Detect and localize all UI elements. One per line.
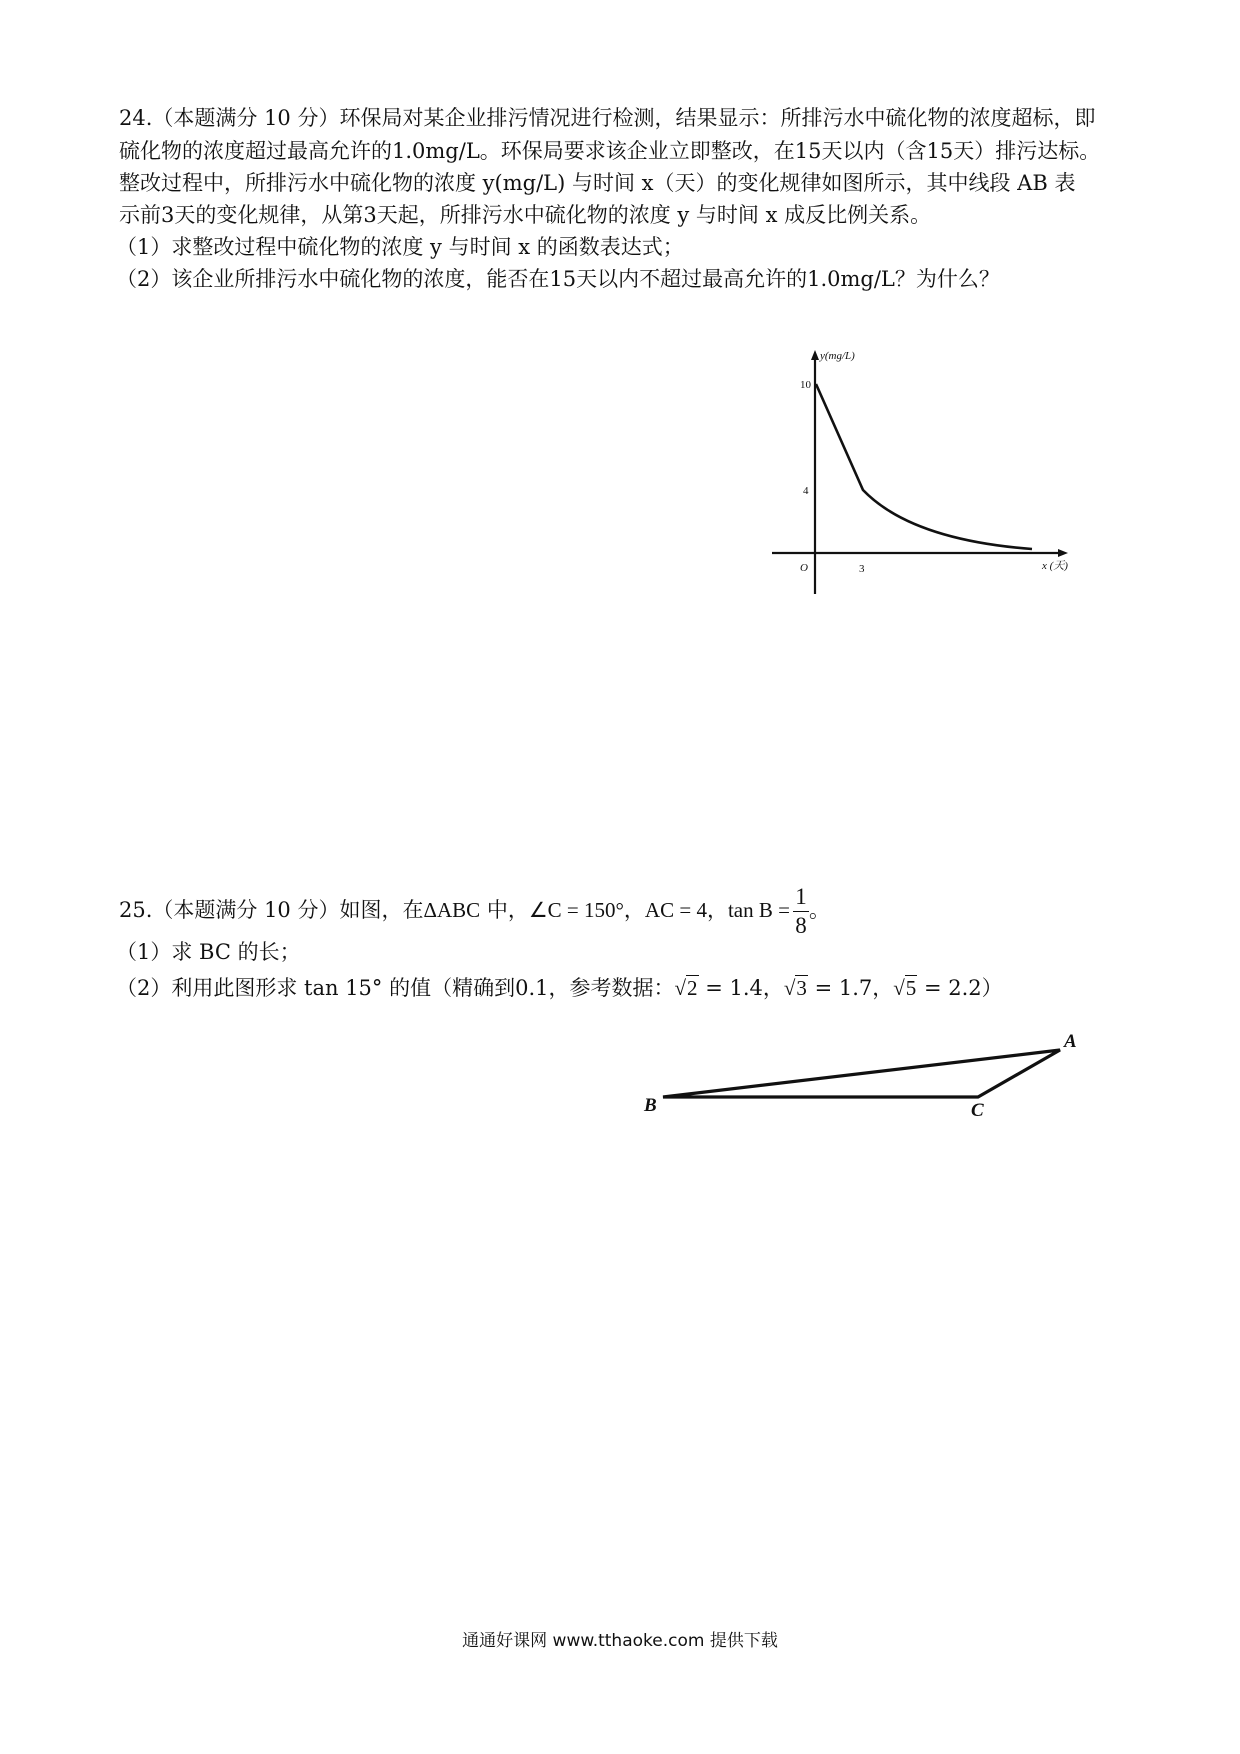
footer-source: 通通好课网 www.tthaoke.com 提供下载 [462,1631,778,1651]
x-tick-3: 3 [859,563,865,575]
sqrt-5-value: = 2.2） [917,976,1003,1000]
sqrt-2: √2 [674,976,698,1000]
label-a: A [1064,1031,1077,1052]
origin-label: O [800,562,808,574]
label-b: B [644,1095,657,1116]
q25-part-2-text: （2）利用此图形求 tan 15° 的值（精确到0.1，参考数据： [116,976,675,1000]
q24-graph [770,346,1080,600]
sqrt-3: √3 [783,976,807,1000]
q25-ac: AC = 4 [644,898,707,922]
x-axis-label: x (天) [1042,560,1068,572]
label-c: C [971,1100,984,1118]
q24-line-1: 24.（本题满分 10 分）环保局对某企业排污情况进行检测，结果显示：所排污水中硫化物的浓度超标，即 [119,106,1096,130]
q25-fraction [793,884,809,939]
q25-angle: ∠C = 150° [528,898,624,922]
q25-end: 。 [808,898,830,922]
y-axis-arrow [811,350,819,360]
q25-triangle: ΔABC [423,898,481,922]
y-tick-4: 4 [803,485,809,497]
q24-line-4: 示前3天的变化规律，从第3天起，所排污水中硫化物的浓度 y 与时间 x 成反比例关系。 [119,203,932,227]
q24-line-2: 硫化物的浓度超过最高允许的1.0mg/L。环保局要求该企业立即整改，在15天以内（含15天）排污达标。 [119,139,1101,163]
x-axis-arrow [1058,549,1068,557]
sqrt-3-value: = 1.7， [807,976,894,1000]
q24-line-3: 整改过程中，所排污水中硫化物的浓度 y(mg/L) 与时间 x（天）的变化规律如图所示，其中线段 AB 表 [119,171,1076,195]
y-tick-10: 10 [800,379,811,391]
triangle-abc [663,1050,1060,1097]
q25-triangle-figure [640,1028,1090,1122]
q25-sep2: ， [706,898,728,922]
q25-intro: 25.（本题满分 10 分）如图，在 [119,898,424,922]
q24-part-1: （1）求整改过程中硫化物的浓度 y 与时间 x 的函数表达式； [116,235,684,259]
q24-part-2: （2）该企业所排污水中硫化物的浓度，能否在15天以内不超过最高允许的1.0mg/L？为什么？ [116,267,1000,291]
q25-mid: 中， [480,898,529,922]
fraction-numerator: 1 [795,884,807,909]
y-axis-label: y(mg/L) [820,350,855,362]
q25-line-1 [119,880,830,940]
q25-part-2 [116,973,1003,1003]
fraction-bar [793,911,809,912]
q25-part-1: （1）求 BC 的长； [116,940,301,964]
sqrt-5: √5 [893,976,917,1000]
sqrt-2-value: = 1.4， [698,976,784,1000]
fraction-denominator: 8 [795,913,807,938]
q25-sep: ， [623,898,645,922]
q25-tanb: tan B = [727,898,790,922]
concentration-curve [816,384,1032,549]
